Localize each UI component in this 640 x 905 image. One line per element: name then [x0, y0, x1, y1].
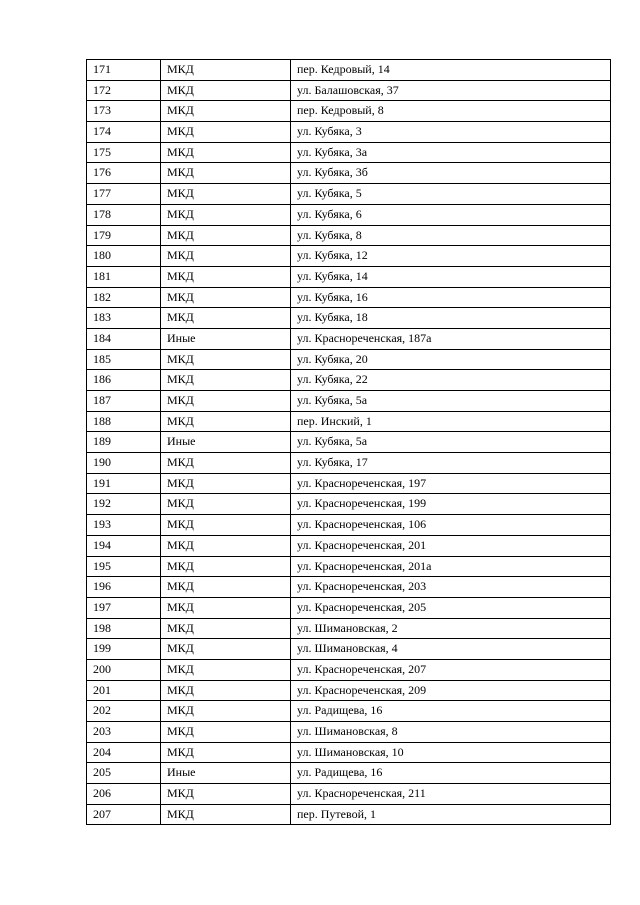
table-row [87, 659, 611, 680]
table-row [87, 328, 611, 349]
address-cell: ул. Краснореченская, 211 [291, 784, 611, 805]
address-cell: ул. Шимановская, 10 [291, 742, 611, 763]
table-row [87, 535, 611, 556]
object-type-cell: МКД [161, 804, 291, 825]
address-cell: ул. Кубяка, 16 [291, 287, 611, 308]
object-type-cell: МКД [161, 639, 291, 660]
address-cell: ул. Кубяка, 20 [291, 349, 611, 370]
address-cell: ул. Краснореченская, 197 [291, 473, 611, 494]
object-type-cell: МКД [161, 659, 291, 680]
row-number-cell: 184 [87, 328, 161, 349]
row-number-cell: 174 [87, 122, 161, 143]
table-row [87, 287, 611, 308]
table-row [87, 80, 611, 101]
table-row [87, 742, 611, 763]
row-number-cell: 171 [87, 60, 161, 81]
object-type-cell: МКД [161, 225, 291, 246]
object-type-cell: МКД [161, 370, 291, 391]
address-cell: пер. Инский, 1 [291, 411, 611, 432]
object-type-cell: МКД [161, 494, 291, 515]
object-type-cell: МКД [161, 556, 291, 577]
address-cell: ул. Шимановская, 8 [291, 722, 611, 743]
address-cell: ул. Кубяка, 5 [291, 184, 611, 205]
table-row [87, 453, 611, 474]
row-number-cell: 172 [87, 80, 161, 101]
row-number-cell: 194 [87, 535, 161, 556]
address-cell: ул. Кубяка, 5а [291, 391, 611, 412]
object-type-cell: МКД [161, 535, 291, 556]
address-cell: ул. Радищева, 16 [291, 701, 611, 722]
row-number-cell: 205 [87, 763, 161, 784]
object-type-cell: МКД [161, 122, 291, 143]
row-number-cell: 183 [87, 308, 161, 329]
table-row [87, 639, 611, 660]
object-type-cell: МКД [161, 515, 291, 536]
address-cell: ул. Кубяка, 3а [291, 142, 611, 163]
table-row [87, 370, 611, 391]
address-cell: ул. Краснореченская, 207 [291, 659, 611, 680]
row-number-cell: 178 [87, 204, 161, 225]
table-row [87, 349, 611, 370]
object-type-cell: МКД [161, 391, 291, 412]
row-number-cell: 180 [87, 246, 161, 267]
table-row [87, 804, 611, 825]
row-number-cell: 177 [87, 184, 161, 205]
table-row [87, 246, 611, 267]
row-number-cell: 188 [87, 411, 161, 432]
table-row [87, 163, 611, 184]
table-row [87, 225, 611, 246]
row-number-cell: 201 [87, 680, 161, 701]
row-number-cell: 179 [87, 225, 161, 246]
table-row [87, 597, 611, 618]
table-row [87, 142, 611, 163]
table-row [87, 204, 611, 225]
row-number-cell: 207 [87, 804, 161, 825]
row-number-cell: 202 [87, 701, 161, 722]
table-row [87, 266, 611, 287]
table-row [87, 722, 611, 743]
table-row [87, 515, 611, 536]
row-number-cell: 190 [87, 453, 161, 474]
table-row [87, 556, 611, 577]
table-row [87, 473, 611, 494]
object-type-cell: МКД [161, 184, 291, 205]
object-type-cell: Иные [161, 328, 291, 349]
object-type-cell: МКД [161, 577, 291, 598]
row-number-cell: 199 [87, 639, 161, 660]
object-type-cell: МКД [161, 701, 291, 722]
address-cell: ул. Краснореченская, 209 [291, 680, 611, 701]
row-number-cell: 193 [87, 515, 161, 536]
address-cell: ул. Краснореченская, 203 [291, 577, 611, 598]
address-cell: ул. Радищева, 16 [291, 763, 611, 784]
address-cell: ул. Краснореченская, 187а [291, 328, 611, 349]
row-number-cell: 173 [87, 101, 161, 122]
address-cell: ул. Кубяка, 22 [291, 370, 611, 391]
row-number-cell: 200 [87, 659, 161, 680]
address-cell: пер. Кедровый, 8 [291, 101, 611, 122]
address-cell: ул. Кубяка, 14 [291, 266, 611, 287]
address-cell: ул. Краснореченская, 205 [291, 597, 611, 618]
address-cell: ул. Шимановская, 2 [291, 618, 611, 639]
row-number-cell: 192 [87, 494, 161, 515]
address-cell: ул. Шимановская, 4 [291, 639, 611, 660]
row-number-cell: 176 [87, 163, 161, 184]
table-row [87, 432, 611, 453]
table-row [87, 308, 611, 329]
address-cell: ул. Кубяка, 8 [291, 225, 611, 246]
table-row [87, 763, 611, 784]
address-table [86, 59, 611, 825]
row-number-cell: 185 [87, 349, 161, 370]
address-cell: ул. Кубяка, 6 [291, 204, 611, 225]
object-type-cell: МКД [161, 101, 291, 122]
object-type-cell: МКД [161, 204, 291, 225]
address-cell: ул. Кубяка, 3 [291, 122, 611, 143]
object-type-cell: Иные [161, 763, 291, 784]
table-row [87, 60, 611, 81]
row-number-cell: 198 [87, 618, 161, 639]
table-row [87, 701, 611, 722]
row-number-cell: 206 [87, 784, 161, 805]
row-number-cell: 196 [87, 577, 161, 598]
table-row [87, 411, 611, 432]
row-number-cell: 191 [87, 473, 161, 494]
row-number-cell: 189 [87, 432, 161, 453]
object-type-cell: МКД [161, 411, 291, 432]
object-type-cell: МКД [161, 453, 291, 474]
object-type-cell: МКД [161, 287, 291, 308]
row-number-cell: 204 [87, 742, 161, 763]
table-row [87, 391, 611, 412]
object-type-cell: МКД [161, 742, 291, 763]
table-row [87, 494, 611, 515]
table-row [87, 680, 611, 701]
address-cell: ул. Кубяка, 18 [291, 308, 611, 329]
address-cell: ул. Кубяка, 3б [291, 163, 611, 184]
address-cell: ул. Краснореченская, 201а [291, 556, 611, 577]
object-type-cell: МКД [161, 308, 291, 329]
row-number-cell: 197 [87, 597, 161, 618]
object-type-cell: МКД [161, 618, 291, 639]
row-number-cell: 186 [87, 370, 161, 391]
row-number-cell: 175 [87, 142, 161, 163]
table-row [87, 784, 611, 805]
object-type-cell: МКД [161, 142, 291, 163]
row-number-cell: 203 [87, 722, 161, 743]
object-type-cell: МКД [161, 266, 291, 287]
object-type-cell: МКД [161, 597, 291, 618]
object-type-cell: МКД [161, 60, 291, 81]
address-cell: ул. Краснореченская, 199 [291, 494, 611, 515]
table-row [87, 184, 611, 205]
object-type-cell: МКД [161, 680, 291, 701]
table-row [87, 122, 611, 143]
object-type-cell: МКД [161, 246, 291, 267]
object-type-cell: МКД [161, 473, 291, 494]
address-cell: ул. Краснореченская, 201 [291, 535, 611, 556]
address-cell: ул. Краснореченская, 106 [291, 515, 611, 536]
table-row [87, 618, 611, 639]
row-number-cell: 182 [87, 287, 161, 308]
object-type-cell: Иные [161, 432, 291, 453]
address-cell: пер. Кедровый, 14 [291, 60, 611, 81]
address-cell: ул. Кубяка, 17 [291, 453, 611, 474]
table-row [87, 577, 611, 598]
object-type-cell: МКД [161, 784, 291, 805]
row-number-cell: 187 [87, 391, 161, 412]
object-type-cell: МКД [161, 349, 291, 370]
address-table-body [87, 60, 611, 825]
row-number-cell: 195 [87, 556, 161, 577]
address-cell: ул. Кубяка, 5а [291, 432, 611, 453]
address-cell: ул. Балашовская, 37 [291, 80, 611, 101]
address-cell: ул. Кубяка, 12 [291, 246, 611, 267]
object-type-cell: МКД [161, 722, 291, 743]
object-type-cell: МКД [161, 163, 291, 184]
table-row [87, 101, 611, 122]
object-type-cell: МКД [161, 80, 291, 101]
address-cell: пер. Путевой, 1 [291, 804, 611, 825]
row-number-cell: 181 [87, 266, 161, 287]
